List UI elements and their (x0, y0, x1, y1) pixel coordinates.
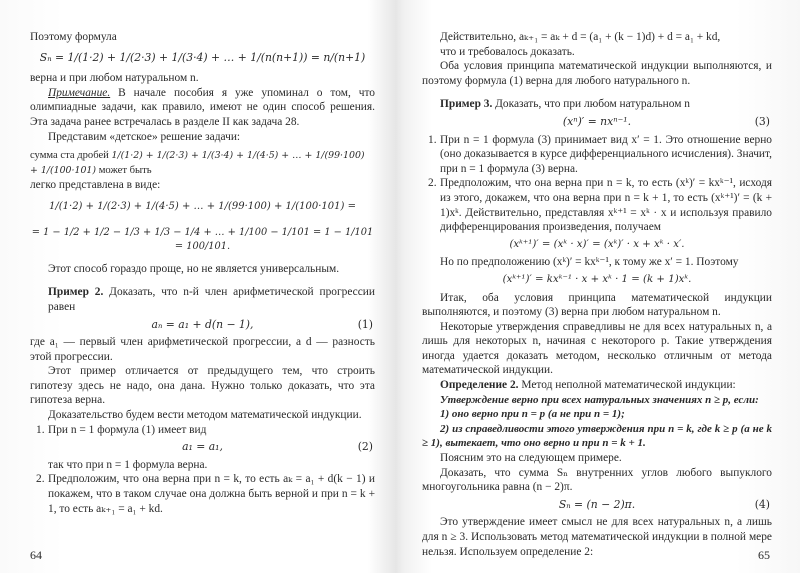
note-paragraph (30, 86, 375, 130)
eq-deriv-text: (xᵏ⁺¹)′ = (xᵏ · x)′ = (xᵏ)′ · x + xᵏ · x′. (509, 238, 685, 250)
equation-4 (422, 495, 772, 516)
note-text: В начале пособия я уже упоминал о том, что олимпиадные задачи, как правило, имеют не один способ решения. Эта задача ранее встречалась в разделе II как задача 28. (30, 86, 375, 128)
prove-sum: Доказать, что сумма Sₙ внутренних углов любого выпуклого многоугольника равна (n − 2)π. (422, 466, 772, 494)
ex2-label: Пример 2. (48, 286, 104, 299)
both-cond: Оба условия принципа математической индукции выполняются, и поэтому формула (1) верна для любого натурального n. (422, 60, 772, 87)
eq1-number: (1) (357, 317, 373, 331)
eq-long-2 (30, 222, 375, 262)
so-both: Итак, оба условия принципа математической индукции выполняются, и поэтому (3) верна при любом натуральном n. (422, 291, 772, 319)
equation-deriv-2 (422, 270, 772, 291)
ex3-text: Доказать, что при любом натуральном n (492, 98, 690, 111)
eq4-number: (4) (754, 497, 770, 511)
childish-text: Представим «детское» решение задачи: (48, 130, 241, 143)
left-item-1-text: При n = 1 формула (1) имеет вид (48, 423, 207, 436)
eq-long-1 (30, 193, 375, 222)
sum-pre: сумма ста дробей (30, 150, 109, 162)
eq3-text: (xⁿ)′ = nxⁿ⁻¹. (562, 114, 632, 128)
eq2-number: (2) (357, 440, 373, 454)
method-note: Этот способ гораздо проще, но не является универсальным. (48, 262, 340, 275)
right-item-1 (422, 133, 772, 177)
def2-label: Определение 2. (440, 379, 519, 392)
eq2-text: a₁ = a₁, (182, 440, 223, 454)
ex2-text: Доказать, что n-й член арифметической прогрессии равен (48, 286, 375, 313)
def2-text: Метод неполной математической индукции: (518, 379, 736, 392)
sum-expr: 1/(1·2) + 1/(2·3) + 1/(3·4) + 1/(4·5) + … + 1/(99·100) + 1/(100·101) (30, 150, 365, 176)
but-by: Но по предположению (xᵏ)′ = kxᵏ⁻¹, к тому же x′ = 1. Поэтому (440, 256, 739, 269)
eq-deriv2-text: (xᵏ⁺¹)′ = kxᵏ⁻¹ · x + xᵏ · 1 = (k + 1)xᵏ. (502, 273, 692, 285)
page-number-right: 65 (758, 548, 770, 562)
right-item-2 (422, 176, 772, 234)
proof-method: Доказательство будем вести методом математической индукции. (48, 409, 362, 422)
def2-cond2: 2) из справедливости этого утверждения при n = k, где k ≥ p (а не k ≥ 1), вытекает, что оно верно и при n = k + 1. (422, 422, 772, 450)
note-label: Примечание. (48, 86, 111, 99)
left-item-2 (30, 472, 375, 516)
explain-text: Поясним это на следующем примере. (440, 452, 622, 465)
differs-text: Этот пример отличается от предыдущего тем, что строить гипотезу здесь не надо, она дана. Нужно только доказать, что эта гипотеза верна. (30, 365, 375, 407)
intro-text: Поэтому формула (30, 31, 117, 43)
sum-line (30, 149, 375, 178)
eq-long-1-text: 1/(1·2) + 1/(2·3) + 1/(4·5) + … + 1/(99·100) + 1/(100·101) = (49, 200, 356, 212)
page-number-left: 64 (30, 548, 42, 562)
meaning-text: Это утверждение имеет смысл не для всех натуральных n, а лишь для n ≥ 3. Использовать метод математической индукции в полной мере нельзя. Используем определение 2: (422, 516, 772, 558)
easy-repr: легко представлена в виде: (30, 179, 161, 192)
def2-cond0: Утверждение верно при всех натуральных значениях n ≥ p, если: (440, 393, 759, 406)
formula-sn-text: Sₙ = 1/(1·2) + 1/(2·3) + 1/(3·4) + … + 1/(n(n+1)) = n/(n+1) (39, 50, 366, 64)
r-line2: что и требовалось доказать. (440, 45, 575, 58)
right-item-1-mark: 1. (428, 133, 437, 146)
some-statements: Некоторые утверждения справедливы не для всех натуральных n, а лишь для некоторых n, начиная с некоторого p. Такие утверждения иногда удается доказать методом, несколько отличным от метода математической индукции. (422, 320, 772, 377)
equation-1 (30, 315, 375, 336)
formula-sn (30, 45, 375, 72)
sum-post: может быть (98, 164, 152, 176)
definition-2 (422, 378, 772, 393)
left-item-2-mark: 2. (36, 473, 45, 486)
item1-cont: так что при n = 1 формула верна. (48, 458, 208, 471)
equation-deriv (422, 235, 772, 256)
example-2 (30, 285, 375, 314)
eq4-text: Sₙ = (n − 2)π. (558, 497, 636, 511)
eq3-number: (3) (754, 114, 770, 128)
left-item-1-mark: 1. (36, 423, 45, 436)
after-formula-text: верна и при любом натуральном n. (30, 72, 199, 85)
eq-long-2-text: = 1 − 1/2 + 1/2 − 1/3 + 1/3 − 1/4 + … + 1/100 − 1/101 = 1 − 1/101 = 100/101. (31, 226, 374, 253)
equation-3 (422, 112, 772, 133)
right-item-1-text: При n = 1 формула (3) принимает вид x′ = 1. Это отношение верно (оно доказывается в курсе дифференциального исчисления). Значит, при n = 1 формула (3) верна. (440, 133, 772, 175)
left-page (30, 30, 375, 543)
eq1-text: aₙ = a₁ + d(n − 1), (151, 317, 254, 331)
example-3 (422, 97, 772, 112)
right-item-2-text: Предположим, что она верна при n = k, то есть (xᵏ)′ = kxᵏ⁻¹, исходя из этого, докажем, что она верна при n = k + 1, то есть (xᵏ⁺¹)′ = (k + 1)xᵏ. Действительно, представляя xᵏ⁺¹ = xᵏ · x и используя правило дифференцирования произведения, получаем (440, 177, 772, 234)
r-line1: Действительно, aₖ₊₁ = aₖ + d = (a₁ + (k − 1)d) + d = a₁ + kd, (440, 31, 721, 43)
def2-cond1: 1) оно верно при n = p (а не при n = 1); (440, 408, 625, 421)
equation-2 (30, 437, 375, 458)
right-item-2-mark: 2. (428, 177, 437, 190)
ex3-label: Пример 3. (440, 98, 493, 111)
left-item-2-text: Предположим, что она верна при n = k, то есть aₖ = a₁ + d(k − 1) и покажем, что в таком случае она должна быть верной и при n = k + 1, то есть aₖ₊₁ = a₁ + kd. (48, 473, 375, 515)
left-item-1 (30, 423, 375, 438)
where-text: где a₁ — первый член арифметической прогрессии, а d — разность этой прогрессии. (30, 336, 375, 363)
